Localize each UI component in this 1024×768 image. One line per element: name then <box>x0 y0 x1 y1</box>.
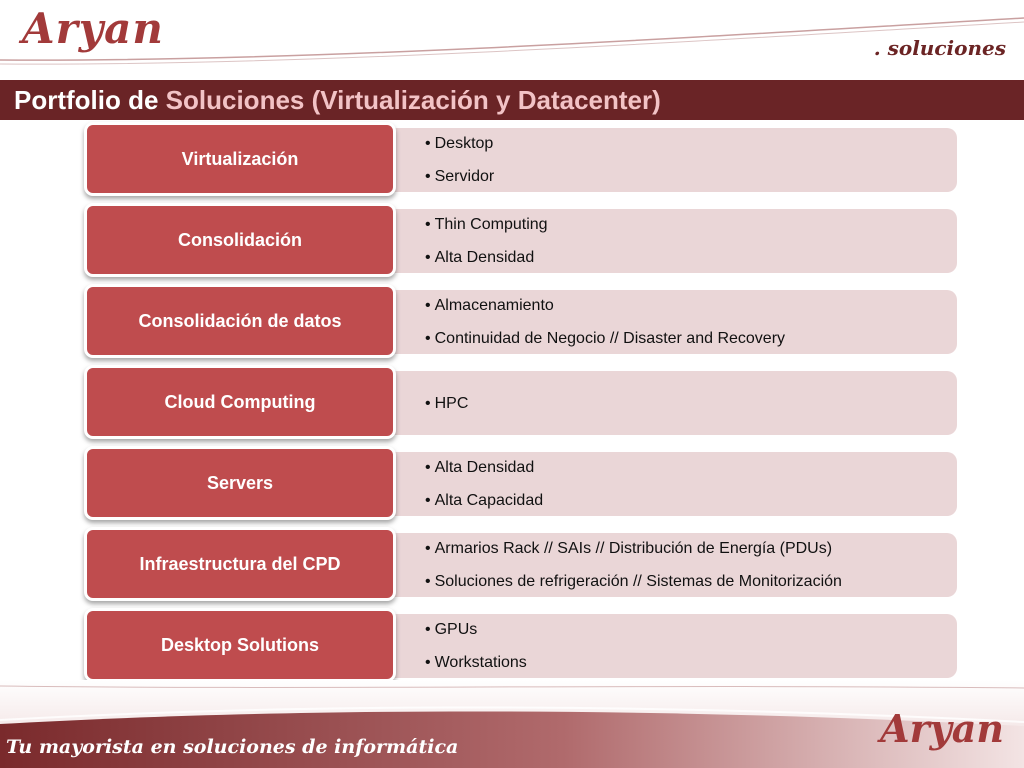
solution-item: • Alta Densidad <box>425 459 535 476</box>
page-title-main: Portfolio de <box>14 85 166 115</box>
solution-item: • Alta Capacidad <box>425 492 544 509</box>
solution-category: Desktop Solutions <box>84 608 396 682</box>
solution-row <box>0 363 1024 443</box>
solution-item: • Armarios Rack // SAIs // Distribución de Energía (PDUs) <box>425 540 833 557</box>
solution-row <box>0 282 1024 362</box>
solution-item: • Servidor <box>425 168 495 185</box>
page-title <box>0 80 1024 120</box>
footer-brand-logo: Aryan <box>880 706 1004 751</box>
solution-category: Servers <box>84 446 396 520</box>
solution-items <box>425 209 945 273</box>
solution-category: Infraestructura del CPD <box>84 527 396 601</box>
solution-item: • Alta Densidad <box>425 249 535 266</box>
solution-row <box>0 525 1024 605</box>
solution-item: • Thin Computing <box>425 216 548 233</box>
brand-tagline: . soluciones <box>873 36 1006 60</box>
solution-row <box>0 444 1024 524</box>
solution-row <box>0 606 1024 686</box>
solution-items <box>425 452 945 516</box>
solution-item: • Soluciones de refrigeración // Sistemas de Monitorización <box>425 573 842 590</box>
brand-logo: Aryan <box>22 4 164 53</box>
page-title-accent: Soluciones (Virtualización y Datacenter) <box>165 85 661 115</box>
footer-slogan: Tu mayorista en soluciones de informática <box>6 736 459 758</box>
solution-items <box>425 290 945 354</box>
solution-category: Consolidación <box>84 203 396 277</box>
solution-items <box>425 533 945 597</box>
solution-row <box>0 201 1024 281</box>
solutions-list <box>0 120 1024 690</box>
solution-item: • Workstations <box>425 654 527 671</box>
solution-row <box>0 120 1024 200</box>
solution-category: Cloud Computing <box>84 365 396 439</box>
solution-items <box>425 614 945 678</box>
solution-items <box>425 128 945 192</box>
solution-category: Consolidación de datos <box>84 284 396 358</box>
footer <box>0 680 1024 768</box>
solution-item: • Continuidad de Negocio // Disaster and Recovery <box>425 330 786 347</box>
solution-category: Virtualización <box>84 122 396 196</box>
solution-item: • Almacenamiento <box>425 297 554 314</box>
solution-item: • Desktop <box>425 135 494 152</box>
solution-items <box>425 371 945 435</box>
solution-item: • GPUs <box>425 621 478 638</box>
header <box>0 0 1024 80</box>
solution-item: • HPC <box>425 394 469 412</box>
